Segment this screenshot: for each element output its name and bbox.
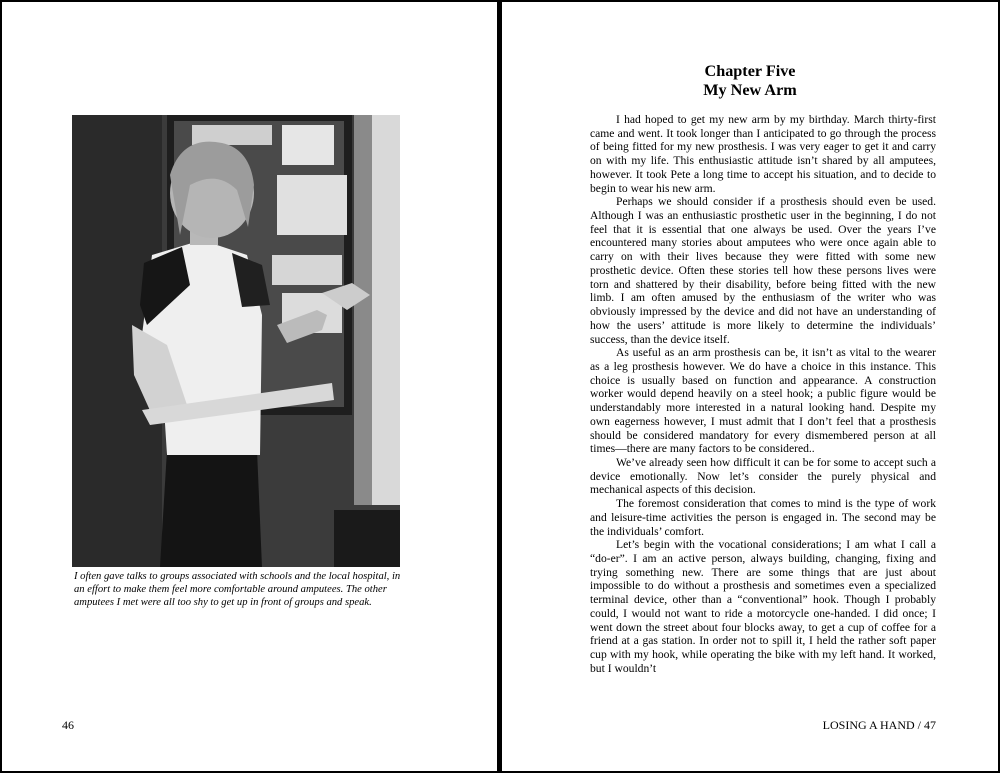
- paragraph: We’ve already seen how difficult it can be for some to accept such a device emotionally. Now let’s consider the purely physical and mechanical aspects of this decision.: [590, 455, 936, 497]
- photo-caption: I often gave talks to groups associated with schools and the local hospital, in an effort to make them feel more comfortable around amputees. The other amputees I met were all too shy to get up in front of groups and speak.: [74, 571, 401, 609]
- chapter-body: [590, 113, 936, 675]
- paragraph: Let’s begin with the vocational considerations; I am what I call a “do-er”. I am an active person, always building, changing, fixing and trying something new. There are some things that are just about impossible to do without a prosthesis and sometimes even a specialized terminal device, other than a “conventional” hook. Though I probably could, I would not want to ride a motorcycle one-handed. I did once; I went down the street about four blocks away, to get a cup of coffee for a friend at a gas station. In order not to spill it, I held the rather soft paper cup with my hook, while operating the bike with my left hand. It worked, but I wouldn’t: [590, 538, 936, 675]
- paragraph: The foremost consideration that comes to mind is the type of work and leisure-time activities the person is engaged in. The second may be the individuals’ comfort.: [590, 497, 936, 538]
- paragraph: I had hoped to get my new arm by my birthday. March thirty-first came and went. It took longer than I anticipated to go through the process of being fitted for my new prosthesis. I was very eager to get it and carry on with my life. This enthusiastic attitude isn’t shared by all amputees, however. It took Pete a long time to accept his situation, and to decide to begin to wear his new arm.: [590, 113, 936, 195]
- paragraph: As useful as an arm prosthesis can be, it isn’t as vital to the wearer as a leg prosthesis however. We do have a choice in this instance. This choice is usually based on function and appearance. A construction worker would depend heavily on a steel hook; a public figure would be understandably more interested in a natural looking hand. Despite my own eagerness however, I must admit that I don’t feel that a prosthesis should be considered mandatory for every dismembered person at all times—there are many factors to be considered..: [590, 346, 936, 456]
- page-number-left: 46: [62, 718, 74, 732]
- chapter-title: My New Arm: [703, 81, 797, 99]
- right-page: [502, 2, 998, 771]
- paragraph: Perhaps we should consider if a prosthesis should even be used. Although I was an enthusiastic prosthetic user in the beginning, I do not feel that it is essential that one always be used. Over the years I’ve encountered many stories about amputees who were once again able to carry on with their lives because they were fitted with some new prosthetic device. Often these stories tell how these persons lives were torn and shattered by their disability, before being fitted with the new limb. I am often amused by the enthusiasm of the writer who was obviously impressed by the device and did not have an understanding of how the users’ attitude is more likely to determine the individuals’ success, than the device itself.: [590, 195, 936, 346]
- running-footer: LOSING A HAND / 47: [822, 718, 936, 732]
- photo-man-presenting-prosthetic-arm: [72, 115, 400, 567]
- photo-illustration: [72, 115, 400, 567]
- chapter-number: Chapter Five: [704, 62, 796, 80]
- chapter-heading: [502, 62, 998, 100]
- left-page: [2, 2, 497, 771]
